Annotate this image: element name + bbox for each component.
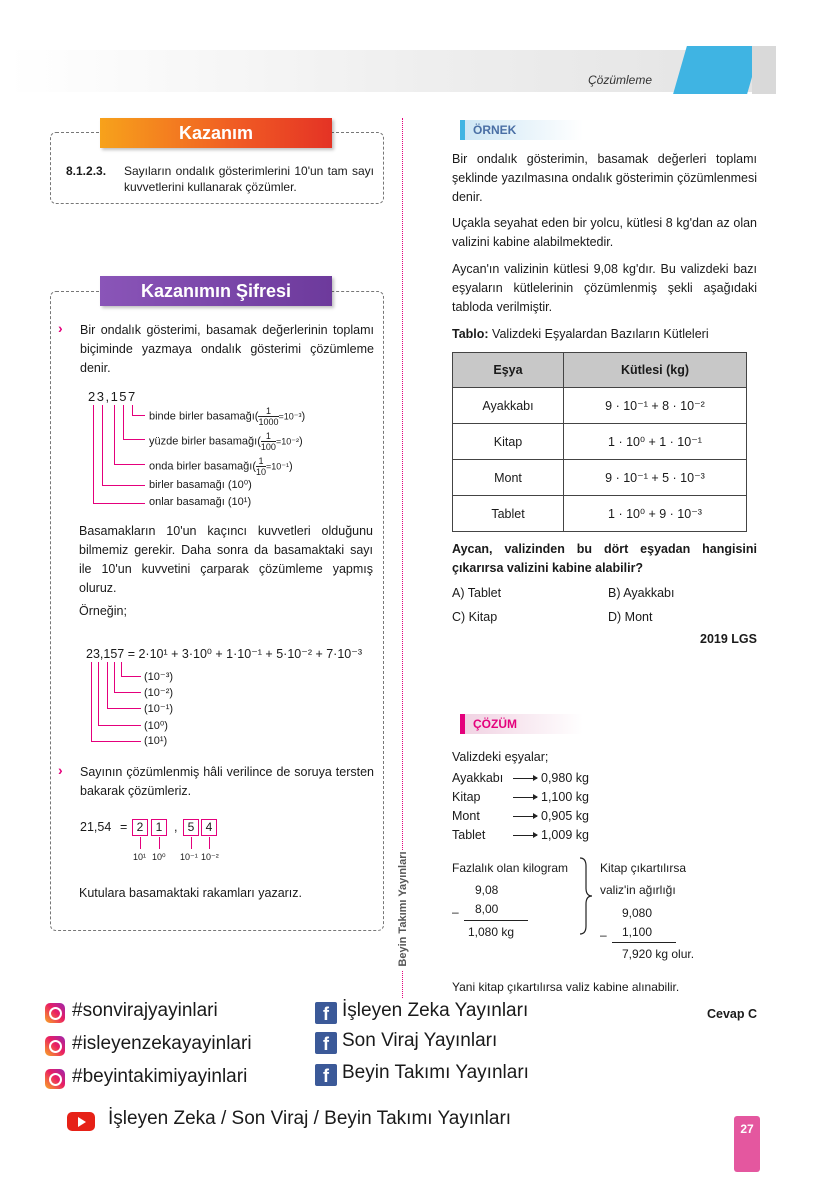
arrow-icon	[513, 816, 537, 817]
connector-line	[93, 405, 94, 504]
sifre-banner: Kazanımın Şifresi	[100, 276, 332, 306]
frac-den: 1000	[258, 417, 279, 427]
connector-line	[93, 503, 145, 504]
remove-minus: –	[600, 928, 607, 942]
remove-b: 1,100	[622, 925, 653, 939]
frac-onda	[256, 456, 266, 477]
connector-line	[107, 708, 141, 709]
connector-line	[98, 725, 141, 726]
power-label: (10⁻¹)	[144, 703, 174, 715]
expansion-equation: 23,157 = 2·10¹ + 3·10⁰ + 1·10⁻¹ + 5·10⁻² + 7·10⁻³	[86, 647, 363, 661]
ornek-paragraph-3: Aycan'ın valizinin kütlesi 9,08 kg'dır. Bu valizdeki bazı eşyaların kütlelerinin çözümlenmiş şekli aşağıdaki tabloda verilmiştir.	[452, 262, 757, 314]
instagram-handle[interactable]: #sonvirajyayinlari	[72, 1000, 218, 1021]
digit-power: 10⁰	[152, 852, 166, 862]
connector-line	[91, 741, 141, 742]
sifre-paragraph-5: Kutulara basamaktaki rakamları yazarız.	[79, 886, 303, 900]
frac-den: 10	[256, 467, 267, 477]
table-cell: 9 · 10⁻¹ + 5 · 10⁻³	[564, 460, 747, 496]
table-cell: Kitap	[453, 424, 564, 460]
table-row	[453, 388, 747, 424]
table-caption	[452, 327, 709, 341]
instagram-handle[interactable]: #isleyenzekayayinlari	[72, 1033, 252, 1054]
facebook-icon[interactable]: f	[315, 1032, 337, 1054]
power-label: (10⁰)	[144, 720, 168, 732]
table-header-row	[453, 353, 747, 388]
example-number: 21,54	[80, 820, 112, 834]
header-band	[8, 50, 776, 92]
instagram-icon[interactable]	[45, 1003, 65, 1023]
table-cell: 9 · 10⁻¹ + 8 · 10⁻²	[564, 388, 747, 424]
header-tab	[673, 46, 761, 94]
table-cell: Mont	[453, 460, 564, 496]
item-name: Kitap	[452, 790, 481, 804]
brace-icon	[576, 856, 594, 936]
conclusion: Yani kitap çıkartılırsa valiz kabine alınabilir.	[452, 980, 680, 994]
down-arrow	[191, 837, 192, 849]
section-title: Çözümleme	[588, 73, 653, 87]
label-onlar: onlar basamağı (10¹)	[149, 496, 252, 508]
digit-power: 10⁻¹	[180, 852, 198, 862]
facebook-icon[interactable]: f	[315, 1064, 337, 1086]
table-cell: Tablet	[453, 496, 564, 532]
remove-title-2: valiz'in ağırlığı	[600, 883, 676, 897]
example-equals: =	[120, 820, 128, 834]
label-onda: onda birler basamağı( $\frac{1}{10}$ =10⁻¹)	[149, 456, 293, 477]
digit-box: 4	[201, 819, 217, 836]
frac-yuzde	[261, 431, 276, 452]
facebook-page[interactable]: Beyin Takımı Yayınları	[342, 1062, 529, 1083]
connector-line	[123, 405, 124, 440]
kazanim-code: 8.1.2.3.	[66, 164, 107, 178]
header-tab-grey	[752, 46, 776, 94]
kazanim-description: Sayıların ondalık gösterimlerini 10'un tam sayı kuvvetlerini kullanarak çözümler.	[124, 164, 374, 194]
subtraction-line	[464, 920, 528, 921]
question-source: 2019 LGS	[700, 632, 757, 646]
excess-b: 8,00	[475, 902, 499, 916]
frac-binde	[258, 406, 278, 427]
connector-line	[107, 662, 108, 709]
remove-a: 9,080	[622, 906, 653, 920]
table-row	[453, 424, 747, 460]
label-binde: binde birler basamağı( $\frac{1}{1000}$ =10⁻³)	[149, 406, 306, 427]
option-a[interactable]: A) Tablet	[452, 586, 502, 600]
arrow-icon	[513, 797, 537, 798]
bullet-icon: ›	[58, 320, 63, 336]
kazanim-banner: Kazanım	[100, 118, 332, 148]
sifre-paragraph-2: Basamakların 10'un kaçıncı kuvvetleri olduğunu bilmemiz gerekir. Daha sonra da basamaktaki sayı ile 10'un kuvvetini çarparak çözümleme yapmış oluruz.	[79, 524, 373, 595]
divider-label: Beyin Takımı Yayınları	[397, 851, 409, 967]
label-yuzde-text: yüzde birler basamağı	[149, 435, 258, 448]
ornek-paragraph-1: Bir ondalık gösterimin, basamak değerleri toplamı şeklinde yazılmasına ondalık gösterimin çözümlenmesi denir.	[452, 152, 757, 204]
digit-box: 1	[151, 819, 167, 836]
connector-line	[114, 405, 115, 465]
down-arrow	[209, 837, 210, 849]
power-label: (10⁻³)	[144, 671, 174, 683]
label-birler: birler basamağı (10⁰)	[149, 479, 252, 491]
connector-line	[102, 405, 103, 486]
table-caption-label: Tablo:	[452, 327, 489, 341]
arrow-icon	[513, 778, 537, 779]
frac-num: 1	[261, 431, 276, 442]
connector-line	[114, 464, 145, 465]
table-cell: 1 · 10⁰ + 1 · 10⁻¹	[564, 424, 747, 460]
instagram-icon[interactable]	[45, 1069, 65, 1089]
digit-power: 10⁻²	[201, 852, 219, 862]
mass-table	[452, 352, 747, 532]
example-comma: ,	[174, 820, 178, 834]
answer: Cevap C	[706, 1007, 757, 1021]
table-row	[453, 496, 747, 532]
down-arrow	[159, 837, 160, 849]
frac-den: 100	[260, 442, 276, 452]
item-value: 1,009 kg	[541, 828, 589, 842]
frac-num: 1	[256, 456, 266, 467]
page-number: 27	[740, 1122, 754, 1136]
item-name: Tablet	[452, 828, 486, 842]
excess-minus: –	[452, 905, 459, 919]
frac-power: =10⁻²	[275, 436, 299, 447]
option-c[interactable]: C) Kitap	[452, 610, 498, 624]
cozum-tag: ÇÖZÜM	[465, 714, 583, 734]
cozum-intro: Valizdeki eşyalar;	[452, 750, 549, 764]
sifre-paragraph-1: Bir ondalık gösterimi, basamak değerlerinin toplamı biçiminde yazmaya ondalık gösterimi çözümleme denir.	[80, 323, 374, 375]
item-name: Ayakkabı	[452, 771, 504, 785]
connector-line	[121, 676, 141, 677]
connector-line	[123, 439, 145, 440]
connector-line	[121, 662, 122, 677]
frac-power: =10⁻³	[278, 411, 302, 422]
facebook-page[interactable]: İşleyen Zeka Yayınları	[342, 1000, 529, 1021]
table-header: Kütlesi (kg)	[564, 353, 747, 388]
table-cell: 1 · 10⁰ + 9 · 10⁻³	[564, 496, 747, 532]
youtube-channel[interactable]: İşleyen Zeka / Son Viraj / Beyin Takımı Yayınları	[108, 1108, 512, 1129]
facebook-page[interactable]: Son Viraj Yayınları	[342, 1030, 498, 1051]
ornek-tag: ÖRNEK	[465, 120, 583, 140]
kazanim-text	[66, 163, 374, 195]
digit-box: 2	[132, 819, 148, 836]
connector-line	[114, 692, 141, 693]
table-header: Eşya	[453, 353, 564, 388]
digit-box: 5	[183, 819, 199, 836]
power-label: (10⁻²)	[144, 687, 174, 699]
frac-power: =10⁻¹	[266, 461, 290, 472]
instagram-icon[interactable]	[45, 1036, 65, 1056]
label-yuzde: yüzde birler basamağı( $\frac{1}{100}$ =10⁻²)	[149, 431, 303, 452]
sifre-paragraph-3: Örneğin;	[79, 604, 127, 618]
subtraction-line	[612, 942, 676, 943]
excess-title: Fazlalık olan kilogram	[452, 861, 569, 875]
power-label: (10¹)	[144, 735, 168, 747]
remove-title-1: Kitap çıkartılırsa	[600, 861, 687, 875]
table-row	[453, 460, 747, 496]
item-value: 1,100 kg	[541, 790, 589, 804]
connector-line	[91, 662, 92, 742]
option-d[interactable]: D) Mont	[608, 610, 653, 624]
item-name: Mont	[452, 809, 480, 823]
question: Aycan, valizinden bu dört eşyadan hangisini çıkarırsa valizini kabine alabilir?	[452, 542, 757, 575]
remove-result: 7,920 kg olur.	[622, 947, 695, 961]
down-arrow	[140, 837, 141, 849]
table-caption-text: Valizdeki Eşyalardan Bazıların Kütleleri	[488, 327, 709, 341]
instagram-handle[interactable]: #beyintakimiyayinlari	[72, 1066, 248, 1087]
youtube-icon[interactable]	[67, 1112, 95, 1131]
excess-a: 9,08	[475, 883, 499, 897]
connector-line	[132, 415, 145, 416]
excess-result: 1,080 kg	[468, 925, 515, 939]
bullet-icon: ›	[58, 762, 63, 778]
table-cell: Ayakkabı	[453, 388, 564, 424]
option-b[interactable]: B) Ayakkabı	[608, 586, 675, 600]
ornek-paragraph-2: Uçakla seyahat eden bir yolcu, kütlesi 8 kg'dan az olan valizini kabine alabilmektedir.	[452, 216, 757, 249]
label-binde-text: binde birler basamağı	[149, 410, 255, 423]
item-value: 0,905 kg	[541, 809, 589, 823]
connector-line	[114, 662, 115, 693]
label-onda-text: onda birler basamağı	[149, 460, 253, 473]
connector-line	[98, 662, 99, 726]
place-value-number: 23,157	[88, 389, 137, 404]
sifre-paragraph-4: Sayının çözümlenmiş hâli verilince de soruya tersten bakarak çözümleriz.	[80, 765, 374, 798]
connector-line	[102, 485, 145, 486]
item-value: 0,980 kg	[541, 771, 589, 785]
frac-num: 1	[258, 406, 278, 417]
facebook-icon[interactable]: f	[315, 1002, 337, 1024]
arrow-icon	[513, 835, 537, 836]
digit-power: 10¹	[133, 852, 147, 862]
